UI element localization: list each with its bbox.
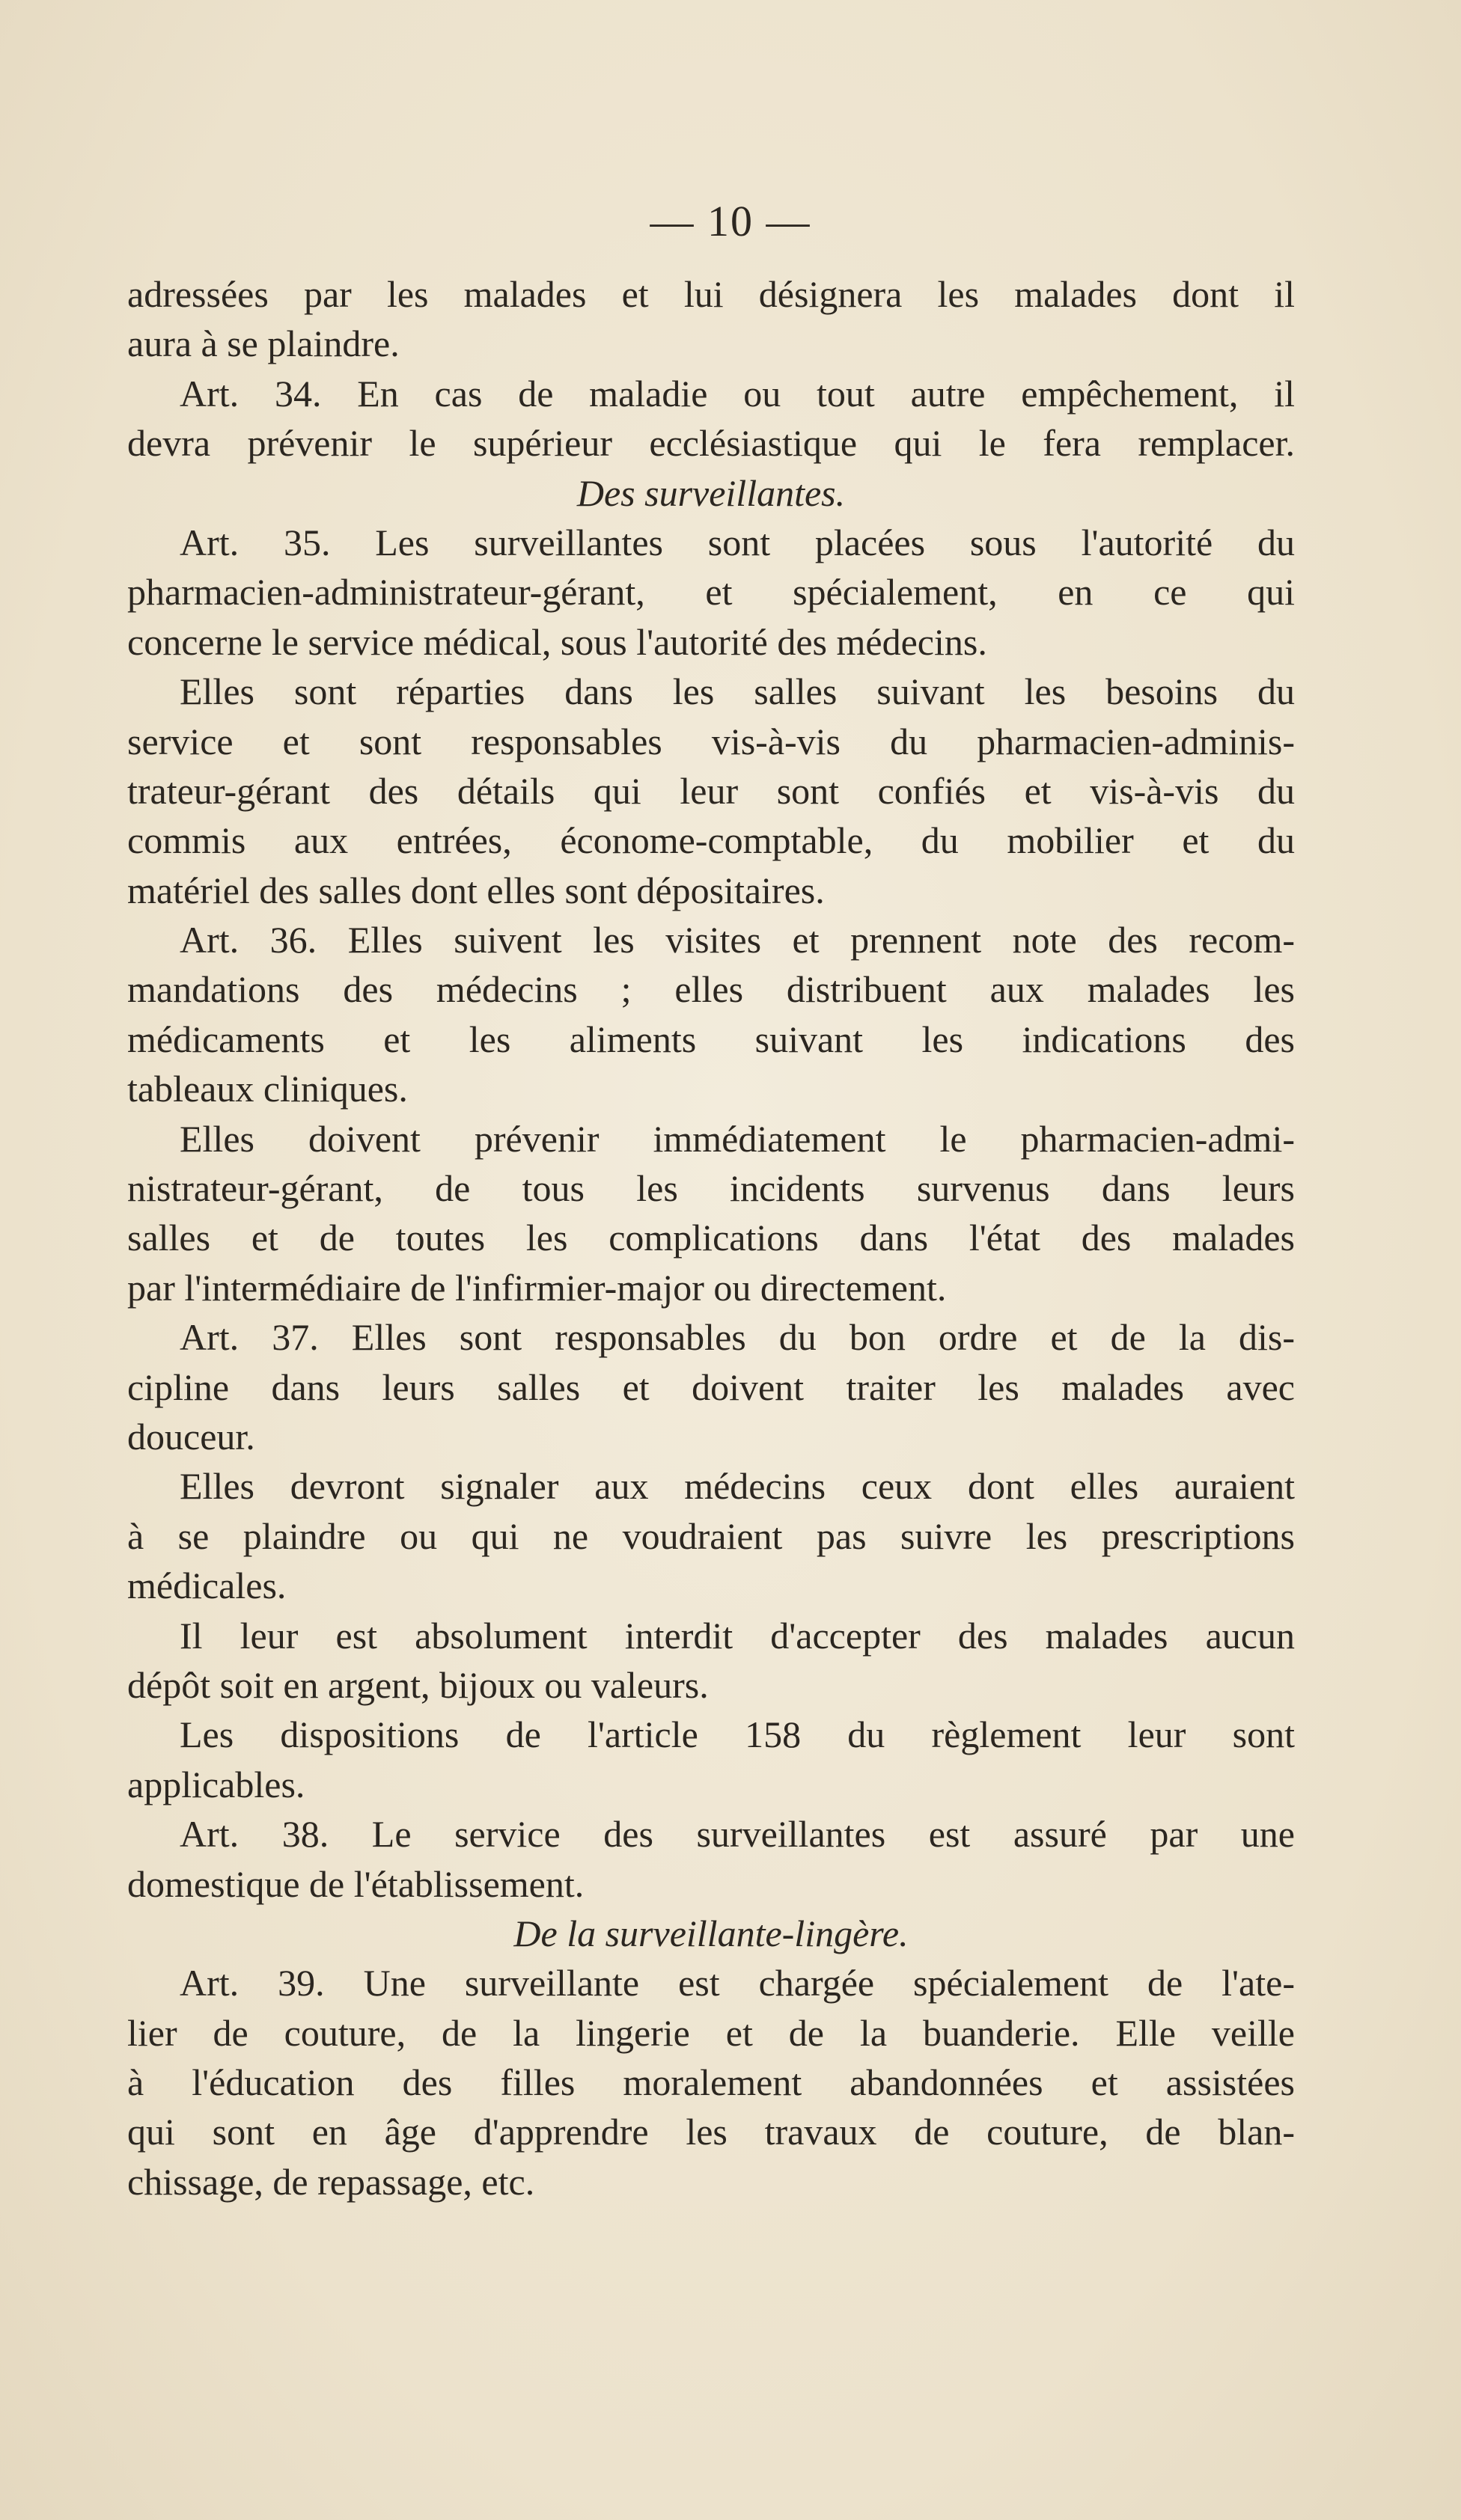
text-line: qui sont en âge d'apprendre les travaux de couture, de blan- <box>127 2111 1295 2153</box>
text-line: commis aux entrées, économe-comptable, du mobilier et du <box>127 819 1295 862</box>
text-line: salles et de toutes les complications dans l'état des malades <box>127 1217 1295 1259</box>
section-heading: Des surveillantes. <box>576 471 846 514</box>
text-line: domestique de l'établissement. <box>127 1862 585 1905</box>
text-line: Les dispositions de l'article 158 du règlement leur sont <box>180 1713 1295 1756</box>
text-line: à se plaindre ou qui ne voudraient pas suivre les prescriptions <box>127 1514 1295 1557</box>
text-line: matériel des salles dont elles sont dépositaires. <box>127 869 825 911</box>
text-line: Il leur est absolument interdit d'accepter des malades aucun <box>180 1614 1295 1657</box>
text-line: lier de couture, de la lingerie et de la buanderie. Elle veille <box>127 2011 1295 2054</box>
text-line: applicables. <box>127 1763 305 1805</box>
text-line: devra prévenir le supérieur ecclésiastique qui le fera remplacer. <box>127 422 1295 465</box>
text-line: médicales. <box>127 1565 287 1607</box>
text-line: adressées par les malades et lui désignera les malades dont il <box>127 273 1295 315</box>
text-line: douceur. <box>127 1415 255 1458</box>
text-line: dépôt soit en argent, bijoux ou valeurs. <box>127 1663 709 1706</box>
text-line: Elles doivent prévenir immédiatement le pharmacien-admi- <box>180 1117 1295 1160</box>
text-line: chissage, de repassage, etc. <box>127 2160 535 2203</box>
text-line: pharmacien-administrateur-gérant, et spécialement, en ce qui <box>127 571 1295 614</box>
text-line: tableaux cliniques. <box>127 1068 408 1110</box>
page-number: — 10 — <box>650 197 811 245</box>
text-line: Art. 35. Les surveillantes sont placées sous l'autorité du <box>180 521 1295 563</box>
text-line: aura à se plaindre. <box>127 322 400 365</box>
text-line: mandations des médecins ; elles distribuent aux malades les <box>127 968 1295 1011</box>
body-text <box>127 269 1295 2206</box>
text-line: Art. 38. Le service des surveillantes est assuré par une <box>180 1813 1295 1856</box>
text-line: Art. 34. En cas de maladie ou tout autre empêchement, il <box>180 372 1295 415</box>
text-line: Elles sont réparties dans les salles suivant les besoins du <box>180 670 1295 713</box>
text-line: Art. 39. Une surveillante est chargée spécialement de l'ate- <box>180 1962 1295 2004</box>
section-heading: De la surveillante-lingère. <box>513 1912 909 1954</box>
text-line: Art. 36. Elles suivent les visites et prennent note des recom- <box>180 919 1295 961</box>
text-line: nistrateur-gérant, de tous les incidents survenus dans leurs <box>127 1167 1295 1210</box>
text-line: Art. 37. Elles sont responsables du bon ordre et de la dis- <box>180 1316 1295 1359</box>
text-line: cipline dans leurs salles et doivent traiter les malades avec <box>127 1365 1295 1408</box>
text-line: Elles devront signaler aux médecins ceux dont elles auraient <box>180 1465 1295 1508</box>
text-line: concerne le service médical, sous l'autorité des médecins. <box>127 620 987 663</box>
text-line: médicaments et les aliments suivant les indications des <box>127 1018 1295 1060</box>
text-line: à l'éducation des filles moralement abandonnées et assistées <box>127 2061 1295 2104</box>
text-line: trateur-gérant des détails qui leur sont confiés et vis-à-vis du <box>127 769 1295 812</box>
text-line: service et sont responsables vis-à-vis du pharmacien-adminis- <box>127 720 1295 762</box>
text-line: par l'intermédiaire de l'infirmier-major ou directement. <box>127 1266 947 1309</box>
